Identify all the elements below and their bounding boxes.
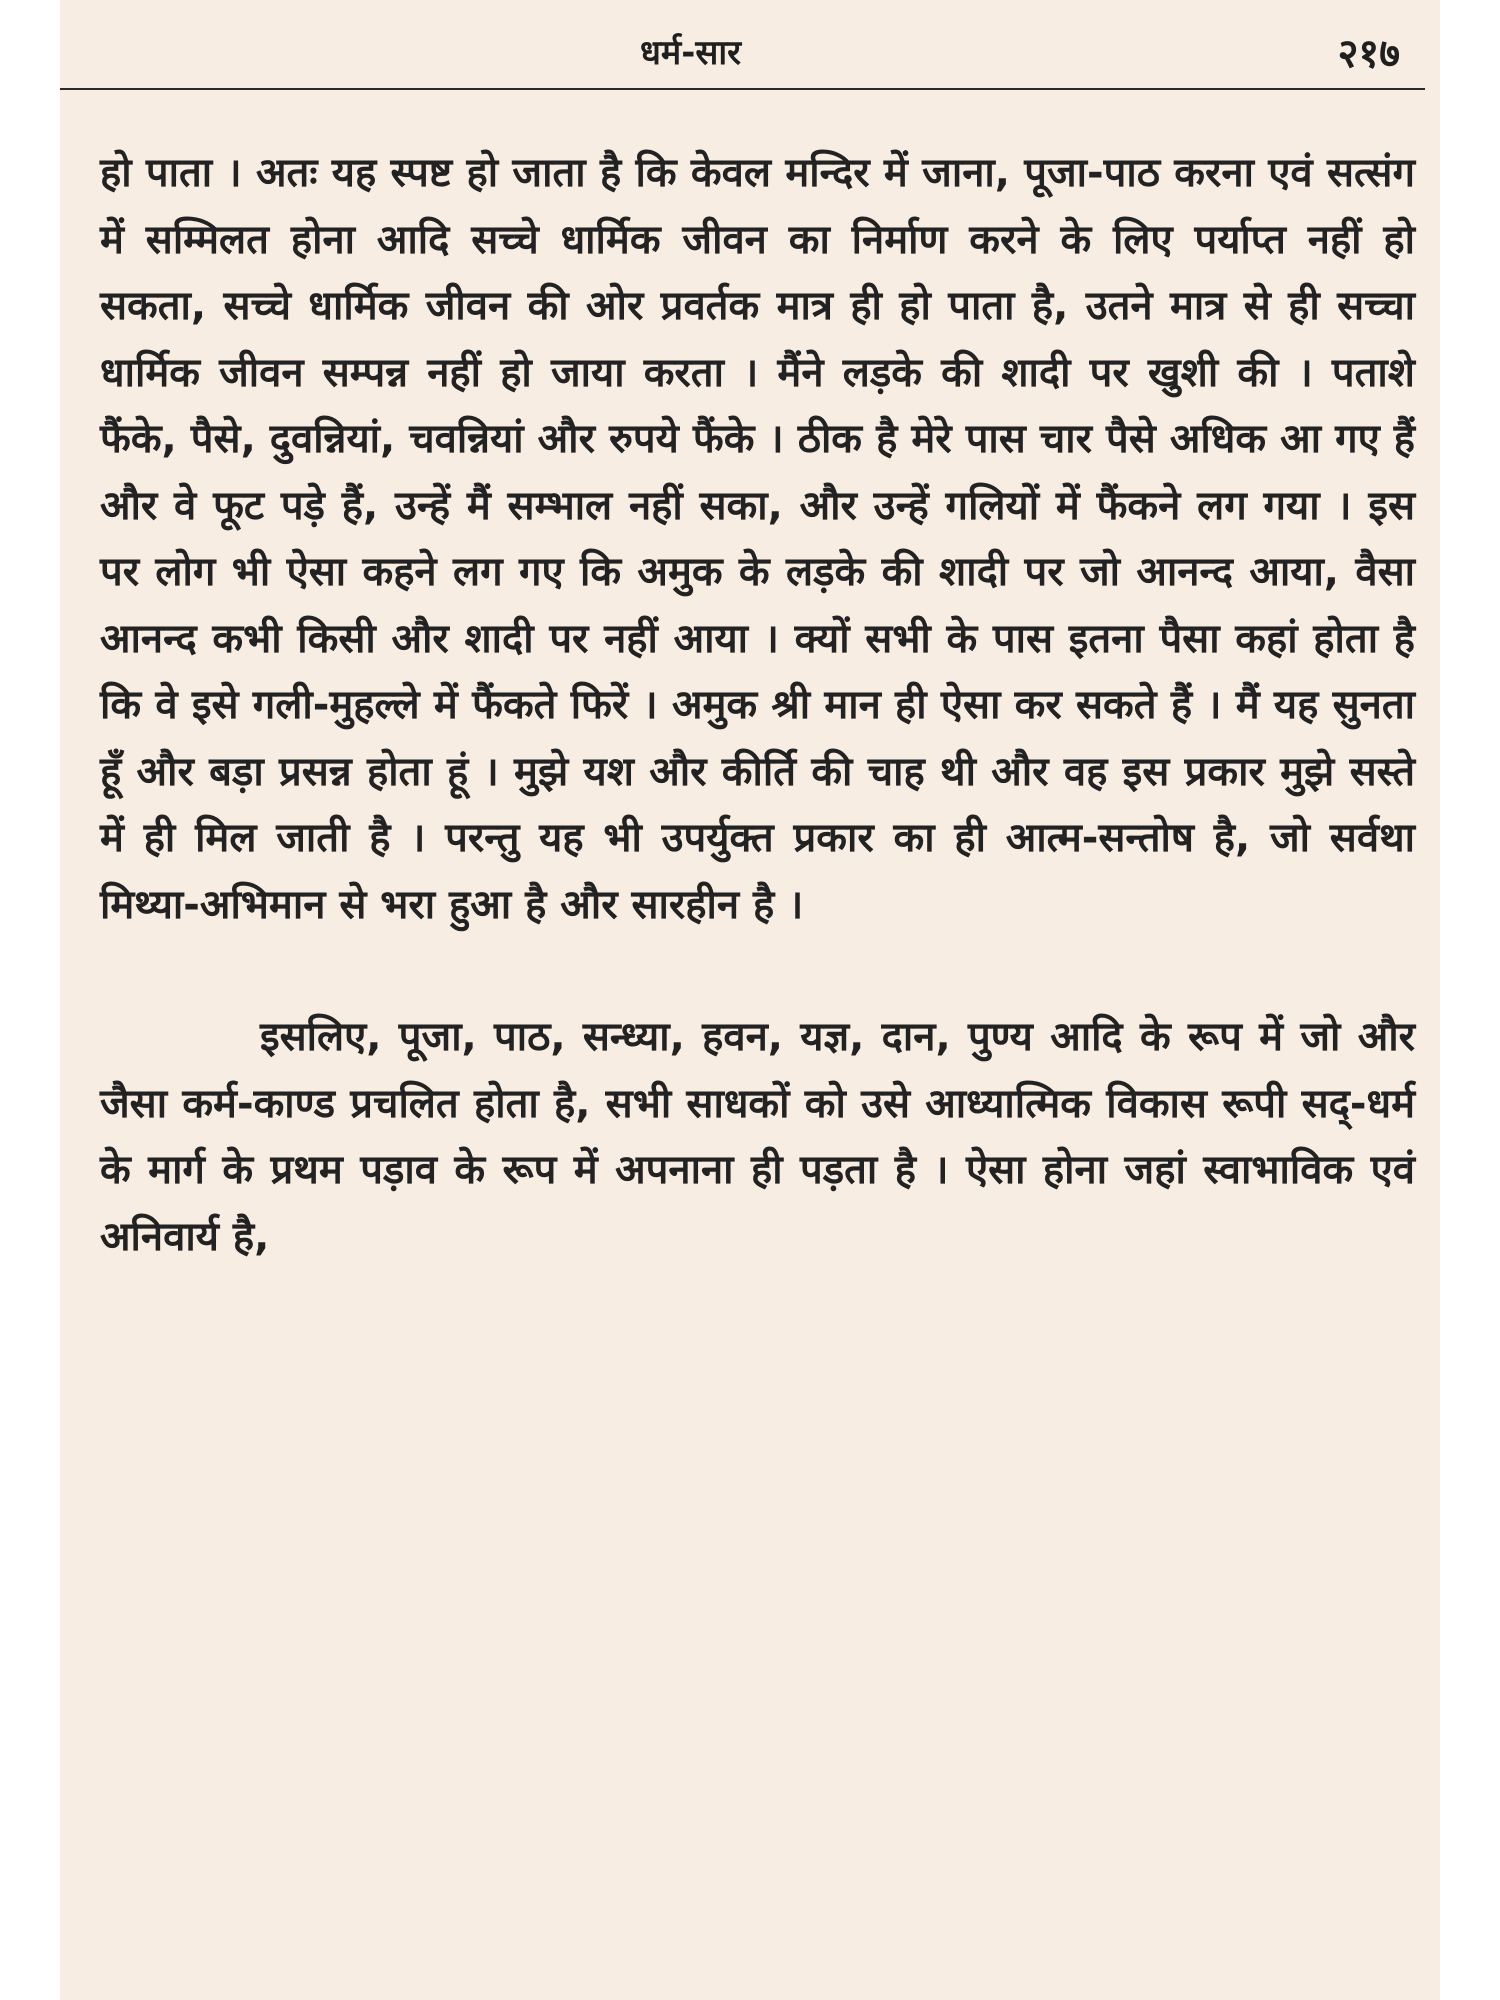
paragraph-1: हो पाता । अतः यह स्पष्ट हो जाता है कि केवल मन्दिर में जाना, पूजा-पाठ करना एवं सत्संग में सम्मिलत होना आदि सच्चे धार्मिक जीवन का निर्माण करने के लिए पर्याप्त नहीं हो सकता, सच्चे धार्मिक जीवन की ओर प्रवर्तक मात्र ही हो पाता है, उतने मात्र से ही सच्चा धार्मिक जीवन सम्पन्न नहीं हो जाया करता । मैंने लड़के की शादी पर खुशी की । पताशे फैंके, पैसे, दुवन्नियां, चवन्नियां और रुपये फैंके । ठीक है मेरे पास चार पैसे अधिक आ गए हैं और वे फूट पड़े हैं, उन्हें मैं सम्भाल नहीं सका, और उन्हें गलियों में फैंकने लग गया । इस पर लोग भी ऐसा कहने लग गए कि अमुक के लड़के की शादी पर जो आनन्द आया, वैसा आनन्द कभी किसी और शादी पर नहीं आया । क्यों सभी के पास इतना पैसा कहां होता है कि वे इसे गली-मुहल्ले में फैंकते फिरें । अमुक श्री मान ही ऐसा कर सकते हैं । मैं यह सुनता हूँ और बड़ा प्रसन्न होता हूं । मुझे यश और कीर्ति की चाह थी और वह इस प्रकार मुझे सस्ते में ही मिल जाती है । परन्तु यह भी उपर्युक्त प्रकार का ही आत्म-सन्तोष है, जो सर्वथा मिथ्या-अभिमान से भरा हुआ है और सारहीन है । (100, 150, 1415, 928)
page-body (100, 140, 1415, 1270)
page-number: २१७ (1337, 31, 1400, 77)
page-header (60, 22, 1440, 82)
header-rule (60, 88, 1425, 90)
paragraph-spacer (100, 938, 1415, 1004)
book-page (60, 0, 1440, 2000)
running-title: धर्म-सार (640, 33, 742, 73)
paragraph-2: इसलिए, पूजा, पाठ, सन्ध्या, हवन, यज्ञ, दान, पुण्य आदि के रूप में जो और जैसा कर्म-काण्ड प्रचलित होता है, सभी साधकों को उसे आध्यात्मिक विकास रूपी सद्-धर्म के मार्ग के प्रथम पड़ाव के रूप में अपनाना ही पड़ता है । ऐसा होना जहां स्वाभाविक एवं अनिवार्य है, (100, 1014, 1415, 1260)
